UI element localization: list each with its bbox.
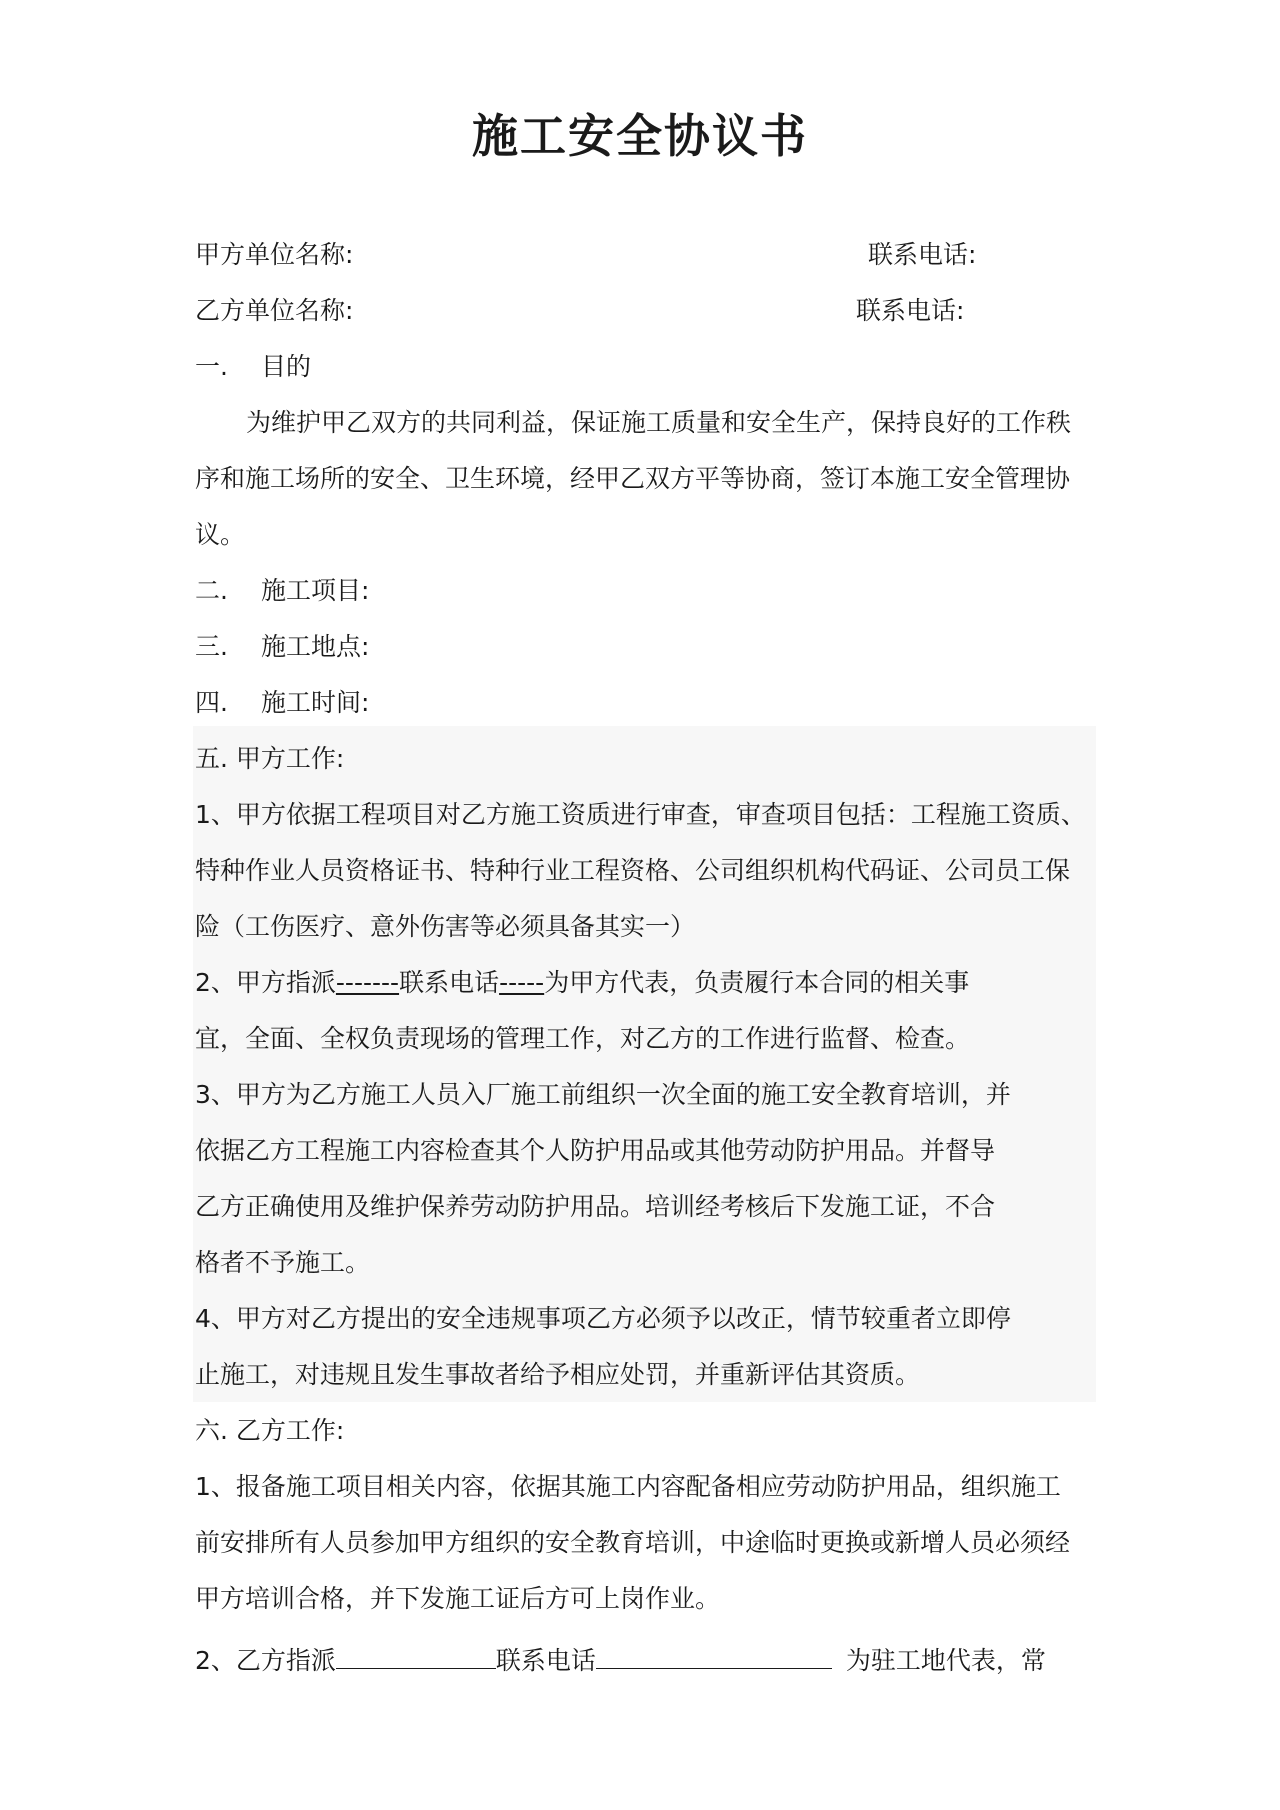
section-title: 目的 bbox=[261, 352, 312, 381]
paragraph-line: 止施工，对违规且发生事故者给予相应处罚，并重新评估其资质。 bbox=[195, 1360, 921, 1389]
section-5-heading: 五. 甲方工作: bbox=[195, 744, 345, 773]
text-fragment: 2、乙方指派 bbox=[195, 1646, 336, 1675]
paragraph-line: 前安排所有人员参加甲方组织的安全教育培训，中途临时更换或新增人员必须经 bbox=[195, 1528, 1071, 1557]
paragraph-line: 1、甲方依据工程项目对乙方施工资质进行审查，审查项目包括：工程施工资质、 bbox=[195, 800, 1086, 829]
party-b-name-label: 乙方单位名称: bbox=[195, 296, 354, 325]
party-a-phone-label: 联系电话: bbox=[868, 240, 977, 269]
representative-blank: ------- bbox=[335, 968, 400, 997]
paragraph-line: 3、甲方为乙方施工人员入厂施工前组织一次全面的施工安全教育培训，并 bbox=[195, 1080, 1011, 1109]
text-fragment: 联系电话 bbox=[495, 1646, 596, 1675]
text-fragment: 为甲方代表，负责履行本合同的相关事 bbox=[544, 968, 970, 997]
phone-blank bbox=[596, 1642, 832, 1669]
section-2-heading bbox=[195, 574, 1095, 608]
text-fragment: 2、甲方指派 bbox=[195, 968, 336, 997]
paragraph-line: 险（工伤医疗、意外伤害等必须具备其实一） bbox=[195, 912, 696, 941]
paragraph-line: 为维护甲乙双方的共同利益，保证施工质量和安全生产，保持良好的工作秩 bbox=[246, 408, 1072, 437]
text-fragment: 为驻工地代表，常 bbox=[845, 1646, 1046, 1675]
paragraph-line: 特种作业人员资格证书、特种行业工程资格、公司组织机构代码证、公司员工保 bbox=[195, 856, 1071, 885]
section-title: 施工项目: bbox=[261, 576, 370, 605]
document-title: 施工安全协议书 bbox=[472, 109, 808, 163]
section-number: 三. bbox=[195, 632, 228, 661]
section-1-heading bbox=[195, 350, 1095, 384]
section-6-heading: 六. 乙方工作: bbox=[195, 1416, 345, 1445]
section-title: 施工地点: bbox=[261, 632, 370, 661]
text-fragment: 联系电话 bbox=[399, 968, 500, 997]
section-number: 二. bbox=[195, 576, 228, 605]
party-a-name-label: 甲方单位名称: bbox=[195, 240, 354, 269]
paragraph-line: 1、报备施工项目相关内容，依据其施工内容配备相应劳动防护用品，组织施工 bbox=[195, 1472, 1061, 1501]
section-number: 四. bbox=[195, 688, 228, 717]
party-a-representative-line bbox=[195, 966, 1095, 1000]
party-b-phone-label: 联系电话: bbox=[856, 296, 965, 325]
section-4-heading bbox=[195, 686, 1095, 720]
section-title: 施工时间: bbox=[261, 688, 370, 717]
section-number: 一. bbox=[195, 352, 228, 381]
paragraph-line: 甲方培训合格，并下发施工证后方可上岗作业。 bbox=[195, 1584, 721, 1613]
paragraph-line: 乙方正确使用及维护保养劳动防护用品。培训经考核后下发施工证，不合 bbox=[195, 1192, 996, 1221]
paragraph-line: 议。 bbox=[195, 520, 246, 549]
representative-blank bbox=[336, 1642, 496, 1669]
paragraph-line: 4、甲方对乙方提出的安全违规事项乙方必须予以改正，情节较重者立即停 bbox=[195, 1304, 1011, 1333]
paragraph-line: 格者不予施工。 bbox=[195, 1248, 371, 1277]
paragraph-line: 序和施工场所的安全、卫生环境，经甲乙双方平等协商，签订本施工安全管理协 bbox=[195, 464, 1071, 493]
party-b-representative-line bbox=[195, 1642, 1095, 1678]
phone-blank: ----- bbox=[499, 968, 545, 997]
section-3-heading bbox=[195, 630, 1095, 664]
paragraph-line: 宜，全面、全权负责现场的管理工作，对乙方的工作进行监督、检查。 bbox=[195, 1024, 971, 1053]
paragraph-line: 依据乙方工程施工内容检查其个人防护用品或其他劳动防护用品。并督导 bbox=[195, 1136, 996, 1165]
